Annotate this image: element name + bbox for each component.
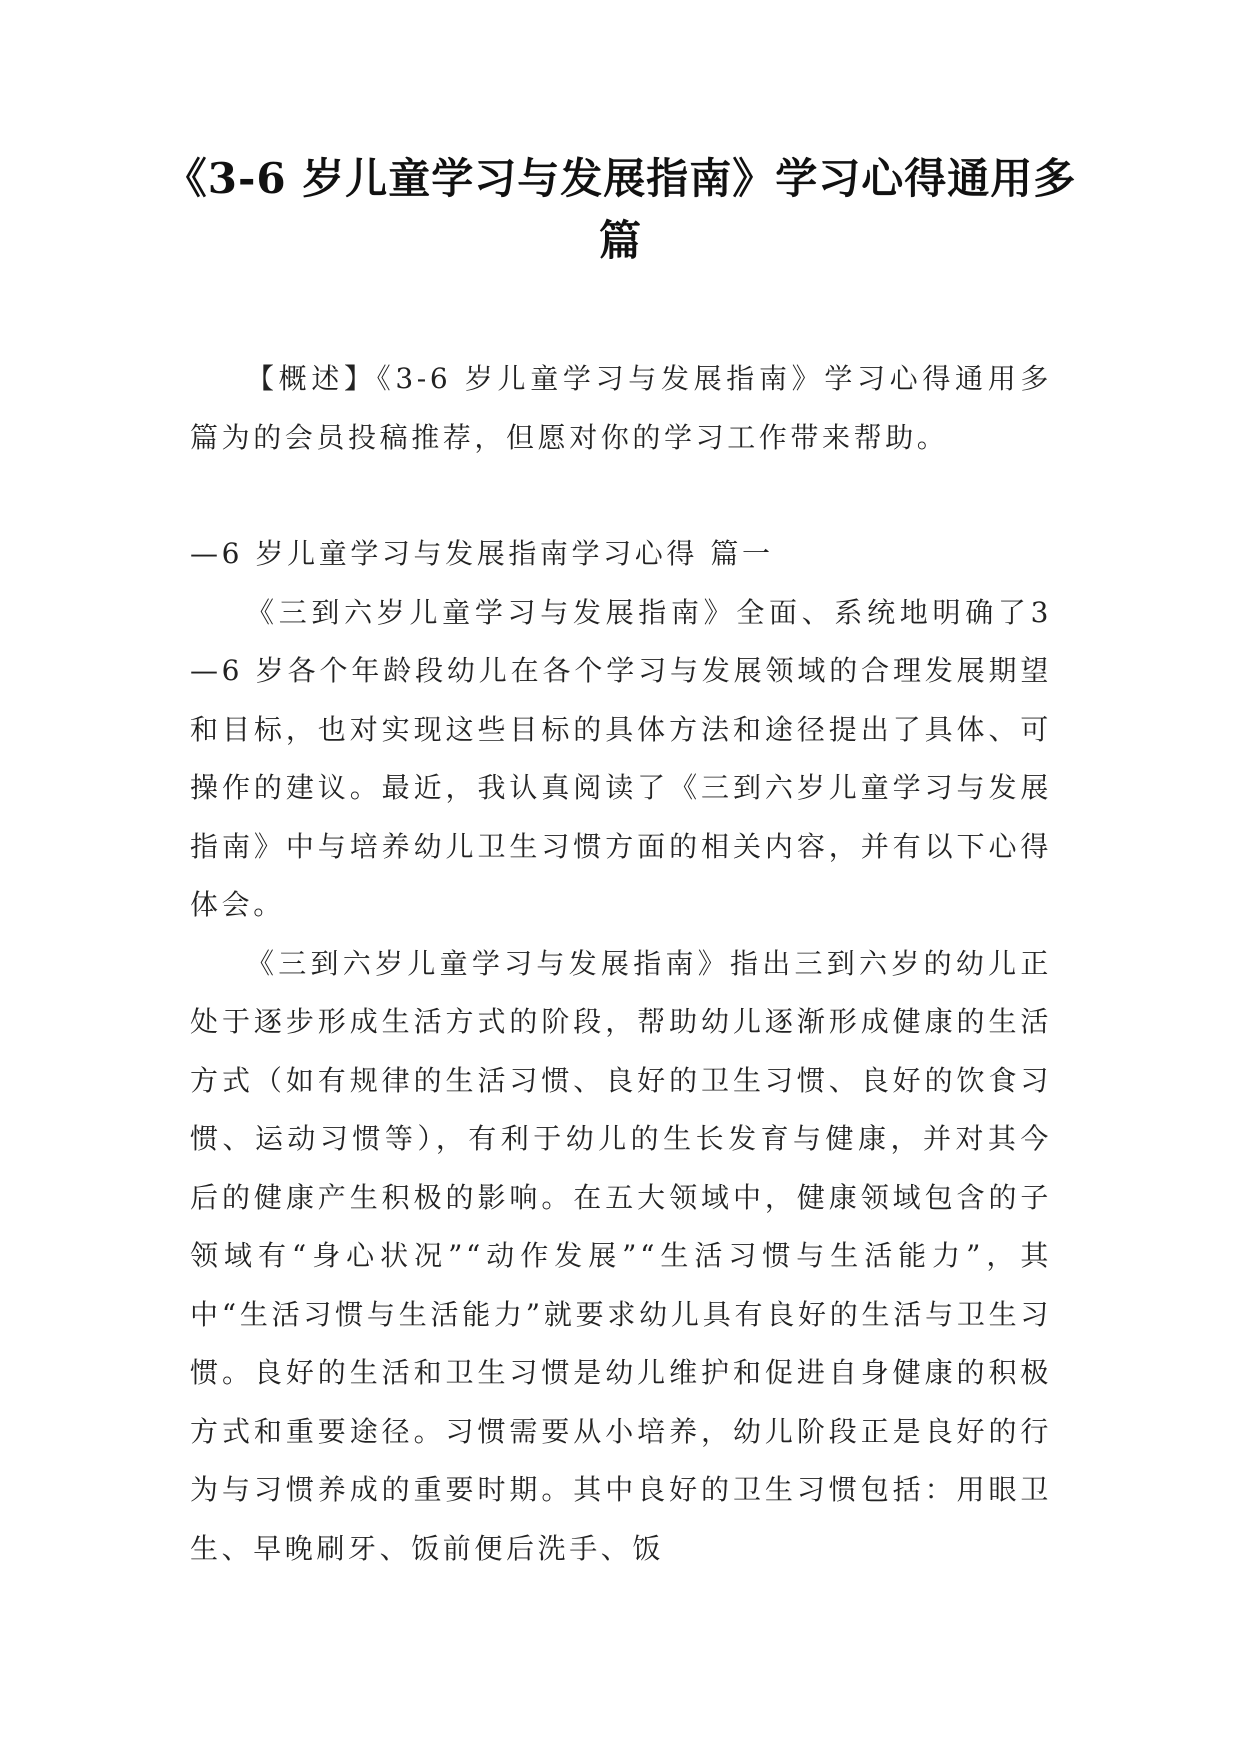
paragraph-spacer <box>190 467 1052 525</box>
body-paragraph-2: 《三到六岁儿童学习与发展指南》指出三到六岁的幼儿正处于逐步形成生活方式的阶段，帮助幼儿逐渐形成健康的生活方式（如有规律的生活习惯、良好的卫生习惯、良好的饮食习惯、运动习惯等），有利于幼儿的生长发育与健康，并对其今后的健康产生积极的影响。在五大领域中，健康领域包含的子领域有“身心状况”“动作发展”“生活习惯与生活能力”，其中“生活习惯与生活能力”就要求幼儿具有良好的生活与卫生习惯。良好的生活和卫生习惯是幼儿维护和促进自身健康的积极方式和重要途径。习惯需要从小培养，幼儿阶段正是良好的行为与习惯养成的重要时期。其中良好的卫生习惯包括：用眼卫生、早晚刷牙、饭前便后洗手、饭 <box>190 946 1052 1565</box>
document-body <box>190 350 1052 1578</box>
summary-paragraph: 【概述】《3-6 岁儿童学习与发展指南》学习心得通用多篇为的会员投稿推荐，但愿对你的学习工作带来帮助。 <box>190 362 1052 454</box>
document-title: 《3-6 岁儿童学习与发展指南》学习心得通用多篇 <box>164 154 1077 265</box>
section-heading: —6 岁儿童学习与发展指南学习心得 篇一 <box>190 537 774 570</box>
body-paragraph-1: 《三到六岁儿童学习与发展指南》全面、系统地明确了3—6 岁各个年龄段幼儿在各个学习与发展领域的合理发展期望和目标，也对实现这些目标的具体方法和途径提出了具体、可操作的建议。最近，我认真阅读了《三到六岁儿童学习与发展指南》中与培养幼儿卫生习惯方面的相关内容，并有以下心得体会。 <box>190 595 1052 921</box>
